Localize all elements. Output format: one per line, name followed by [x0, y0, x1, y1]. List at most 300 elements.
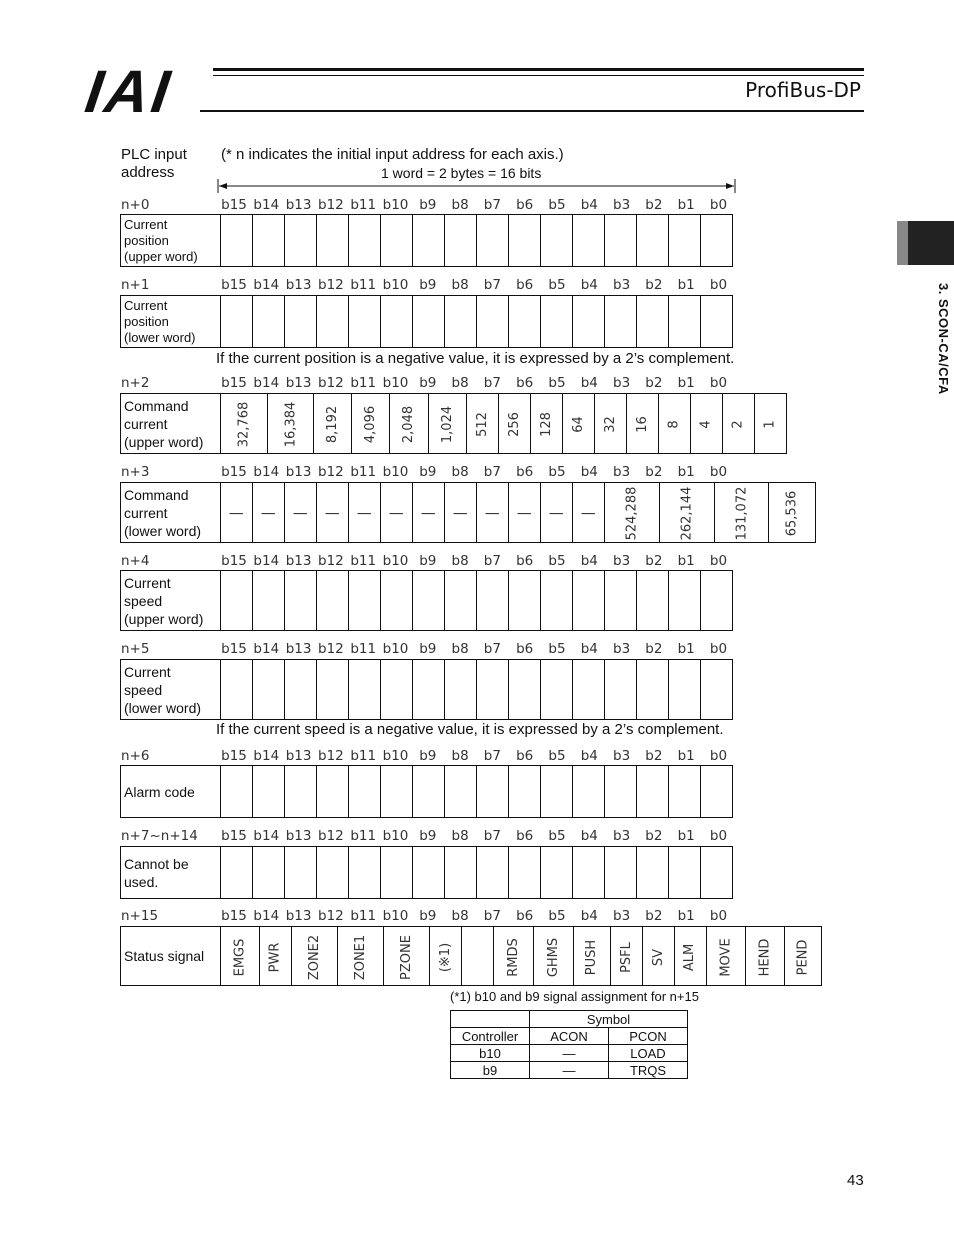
controller-label: Controller — [451, 1028, 530, 1045]
bit-label: b15 — [221, 641, 247, 657]
bit-cell — [267, 394, 314, 454]
bit-label: b3 — [613, 197, 631, 213]
bit-label: b5 — [548, 277, 566, 293]
bit-cell — [669, 571, 701, 631]
bit-label: b2 — [645, 197, 663, 213]
bit-label: b1 — [677, 197, 695, 213]
bit-label: b4 — [580, 908, 598, 924]
bit-cell — [509, 483, 541, 543]
bit-cell — [573, 571, 605, 631]
bit-value: | — [292, 511, 308, 516]
bit-value: 4 — [698, 420, 714, 429]
bit-value: | — [484, 511, 500, 516]
register-label-line: (upper word) — [124, 433, 204, 450]
bit-value: 2 — [730, 420, 746, 429]
bit-label: b7 — [483, 464, 501, 480]
bit-label: b9 — [419, 828, 437, 844]
bit-cell — [317, 660, 349, 720]
bit-cell — [594, 394, 626, 454]
bit-label: b4 — [580, 553, 598, 569]
register-label-line: speed — [124, 681, 163, 698]
bit-label: b8 — [451, 375, 469, 391]
bit-label: b11 — [350, 553, 377, 569]
bit-cell — [494, 927, 534, 986]
speed-negative-note: If the current speed is a negative value, it is expressed by a 2’s complement. — [216, 721, 724, 738]
bit-cell — [769, 483, 816, 543]
bit-label: b14 — [253, 641, 280, 657]
bit-label: b5 — [548, 641, 566, 657]
bit-label: b7 — [483, 375, 501, 391]
bit-cell — [541, 215, 573, 267]
bit-label: b5 — [548, 375, 566, 391]
bit-label: b12 — [318, 375, 344, 391]
bit-cell — [317, 483, 349, 543]
bit-value: MOVE — [718, 937, 734, 977]
bit-label: b0 — [709, 197, 728, 213]
bit-cell — [413, 296, 445, 348]
bit-value: SV — [650, 948, 666, 966]
bit-cell — [285, 847, 317, 899]
bit-label: b7 — [483, 553, 501, 569]
bit-label: b9 — [419, 553, 437, 569]
bit-value: 1,024 — [439, 405, 455, 444]
bit-label: b1 — [677, 908, 695, 924]
bit-value: | — [228, 511, 244, 516]
symbol-value: TRQS — [609, 1062, 688, 1079]
bit-label: b15 — [221, 908, 247, 924]
register-label — [121, 483, 221, 543]
bit-value: 65,536 — [784, 490, 800, 537]
bit-cell — [221, 394, 268, 454]
bit-label: b3 — [613, 375, 631, 391]
bit-label: b5 — [548, 748, 566, 764]
bit-label: b12 — [318, 197, 344, 213]
bit-label: b2 — [645, 553, 663, 569]
bit-label: b4 — [580, 748, 598, 764]
bit-label: b0 — [709, 375, 728, 391]
bit-cell — [674, 927, 706, 986]
bit-label: b6 — [516, 375, 534, 391]
bit-cell — [477, 215, 509, 267]
register-row — [120, 214, 733, 267]
bit-label: b14 — [253, 908, 280, 924]
register-address: n+2 — [121, 375, 150, 391]
bit-label: b15 — [221, 197, 247, 213]
bit-label: b6 — [516, 553, 534, 569]
bit-value: 16 — [634, 416, 650, 433]
bit-cell — [285, 571, 317, 631]
symbol-table-header: Symbol — [530, 1011, 688, 1028]
bit-header-row — [217, 553, 737, 569]
bit-label: b10 — [382, 464, 409, 480]
register-address: n+7~n+14 — [121, 828, 198, 844]
bit-cell — [413, 483, 445, 543]
bit-label: b6 — [516, 641, 534, 657]
bit-label: b13 — [285, 375, 312, 391]
bit-cell — [573, 766, 605, 818]
register-label-line: Current — [124, 216, 168, 232]
bit-cell — [413, 571, 445, 631]
register-label-line: used. — [124, 873, 159, 890]
n-note: (* n indicates the initial input address for each axis.) — [221, 146, 564, 163]
bit-label: b2 — [645, 464, 663, 480]
bit-header-row — [217, 641, 737, 657]
bit-label: b13 — [285, 553, 312, 569]
bit-cell — [498, 394, 530, 454]
symbol-row-b9 — [451, 1062, 688, 1079]
bit-label: b3 — [613, 464, 631, 480]
register-label-line: Current — [124, 663, 171, 680]
bit-value: (※1) — [438, 942, 454, 972]
bit-label: b10 — [451, 1045, 530, 1062]
bit-cell — [541, 847, 573, 899]
register-label-line: Current — [124, 297, 168, 313]
bit-cell — [253, 571, 285, 631]
register-row — [120, 846, 733, 899]
bit-label: b13 — [285, 197, 312, 213]
bit-cell — [509, 571, 541, 631]
bit-label: b13 — [285, 828, 312, 844]
bit-cell — [466, 394, 498, 454]
bit-cell — [541, 660, 573, 720]
bit-cell — [445, 296, 477, 348]
bit-cell — [445, 215, 477, 267]
product-title: ProfiBus-DP — [745, 78, 861, 102]
bit-label: b7 — [483, 277, 501, 293]
bit-cell — [381, 571, 413, 631]
bit-label: b3 — [613, 277, 631, 293]
bit-cell — [428, 394, 466, 454]
bit-label: b11 — [350, 828, 377, 844]
bit-label: b15 — [221, 375, 247, 391]
register-label-line: (lower word) — [124, 699, 202, 716]
bit-label: b3 — [613, 553, 631, 569]
bit-label: b2 — [645, 748, 663, 764]
bit-cell — [605, 215, 637, 267]
bit-cell — [669, 847, 701, 899]
bit-label: b14 — [253, 828, 280, 844]
footnote-title: (*1) b10 and b9 signal assignment for n+15 — [450, 989, 699, 1004]
bit-cell — [477, 660, 509, 720]
bit-cell — [722, 394, 754, 454]
register-label-line: (upper word) — [124, 610, 204, 627]
bit-cell — [605, 847, 637, 899]
bit-cell — [573, 483, 605, 543]
bit-label: b6 — [516, 197, 534, 213]
register-address: n+5 — [121, 641, 150, 657]
bit-value: 16,384 — [282, 401, 298, 448]
bit-header-row — [217, 908, 737, 924]
bit-cell — [317, 847, 349, 899]
bit-cell — [381, 847, 413, 899]
register-label-line: (upper word) — [124, 248, 198, 264]
bit-cell — [669, 215, 701, 267]
bit-label: b10 — [382, 748, 409, 764]
bit-cell — [509, 847, 541, 899]
bit-cell — [349, 766, 381, 818]
bit-label: b15 — [221, 553, 247, 569]
register-label-line: position — [124, 313, 169, 329]
bit-label: b8 — [451, 908, 469, 924]
bit-value: | — [452, 511, 468, 516]
bit-label: b11 — [350, 748, 377, 764]
bit-label: b13 — [285, 464, 312, 480]
bit-label: b4 — [580, 464, 598, 480]
bit-value: 131,072 — [733, 486, 749, 541]
bit-cell — [605, 660, 637, 720]
bit-label: b9 — [451, 1062, 530, 1079]
bit-cell — [221, 766, 253, 818]
bit-header-row — [217, 464, 737, 480]
bit-label: b6 — [516, 464, 534, 480]
register-label — [121, 571, 221, 631]
bit-cell — [573, 660, 605, 720]
symbol-value: — — [530, 1062, 609, 1079]
bit-value: 4,096 — [363, 405, 379, 444]
bit-value: 8,192 — [325, 405, 341, 444]
bit-cell — [349, 483, 381, 543]
word-note: 1 word = 2 bytes = 16 bits — [381, 165, 542, 181]
register-row — [120, 482, 816, 543]
register-label — [121, 394, 221, 454]
bit-cell — [352, 394, 390, 454]
register-row — [120, 570, 733, 631]
bit-cell — [349, 215, 381, 267]
bit-value: | — [356, 511, 372, 516]
bit-cell — [413, 847, 445, 899]
bit-label: b2 — [645, 641, 663, 657]
bit-value: 2,048 — [401, 405, 417, 444]
bit-label: b1 — [677, 748, 695, 764]
bit-cell — [658, 394, 690, 454]
bit-cell — [221, 847, 253, 899]
bit-cell — [259, 927, 291, 986]
bit-cell — [701, 847, 733, 899]
bit-label: b3 — [613, 828, 631, 844]
bit-label: b12 — [318, 908, 344, 924]
register-address: n+4 — [121, 553, 150, 569]
bit-cell — [285, 296, 317, 348]
bit-label: b12 — [318, 464, 344, 480]
bit-label: b0 — [709, 908, 728, 924]
register-address: n+15 — [121, 908, 159, 924]
bit-cell — [605, 296, 637, 348]
bit-cell — [642, 927, 674, 986]
bit-cell — [509, 296, 541, 348]
bit-cell — [701, 571, 733, 631]
register-address: n+6 — [121, 748, 150, 764]
bit-cell — [221, 571, 253, 631]
bit-label: b9 — [419, 197, 437, 213]
bit-value: PSFL — [618, 941, 634, 973]
bit-value: ZONE1 — [353, 934, 369, 980]
bit-cell — [541, 483, 573, 543]
bit-label: b1 — [677, 375, 695, 391]
bit-label: b1 — [677, 277, 695, 293]
bit-cell — [390, 394, 428, 454]
bit-cell — [605, 483, 660, 543]
bit-cell — [509, 766, 541, 818]
bit-label: b10 — [382, 641, 409, 657]
bit-cell — [462, 927, 494, 986]
register-address: n+0 — [121, 197, 150, 213]
bit-value: 1 — [762, 420, 778, 429]
register-label-line: Command — [124, 397, 189, 414]
bit-cell — [637, 660, 669, 720]
bit-label: b4 — [580, 277, 598, 293]
bit-label: b15 — [221, 464, 247, 480]
bit-value: EMGS — [232, 938, 248, 976]
bit-value: PUSH — [584, 939, 600, 975]
register-label — [121, 215, 221, 267]
register-label-line: Status signal — [124, 948, 205, 964]
bit-cell — [349, 660, 381, 720]
bit-cell — [285, 215, 317, 267]
bit-cell — [701, 215, 733, 267]
bit-label: b9 — [419, 464, 437, 480]
bit-cell — [637, 766, 669, 818]
register-label-line: Command — [124, 486, 189, 503]
bit-header-row — [217, 748, 737, 764]
bit-cell — [574, 927, 610, 986]
register-label-line: position — [124, 232, 169, 248]
bit-cell — [533, 927, 573, 986]
bit-cell — [413, 660, 445, 720]
bit-label: b10 — [382, 553, 409, 569]
bit-label: b1 — [677, 828, 695, 844]
register-label-line: Current — [124, 574, 171, 591]
bit-cell — [754, 394, 786, 454]
bit-cell — [637, 847, 669, 899]
bit-label: b0 — [709, 828, 728, 844]
bit-cell — [413, 766, 445, 818]
bit-cell — [253, 766, 285, 818]
bit-cell — [541, 296, 573, 348]
bit-label: b0 — [709, 748, 728, 764]
bit-cell — [745, 927, 784, 986]
bit-label: b15 — [221, 277, 247, 293]
bit-label: b9 — [419, 641, 437, 657]
bit-cell — [381, 483, 413, 543]
bit-label: b2 — [645, 375, 663, 391]
bit-cell — [701, 296, 733, 348]
bit-header-row — [217, 375, 737, 391]
bit-cell — [317, 215, 349, 267]
register-label — [121, 927, 221, 986]
bit-label: b0 — [709, 641, 728, 657]
bit-cell — [285, 483, 317, 543]
bit-label: b14 — [253, 375, 280, 391]
bit-label: b7 — [483, 641, 501, 657]
bit-cell — [477, 571, 509, 631]
bit-label: b5 — [548, 908, 566, 924]
bit-value: 128 — [538, 412, 554, 437]
bit-label: b13 — [285, 748, 312, 764]
bit-label: b2 — [645, 828, 663, 844]
bit-value: | — [580, 511, 596, 516]
bit-cell — [530, 394, 562, 454]
bit-value: | — [324, 511, 340, 516]
bit-label: b9 — [419, 375, 437, 391]
bit-cell — [349, 847, 381, 899]
bit-label: b10 — [382, 908, 409, 924]
register-row — [120, 295, 733, 348]
bit-label: b14 — [253, 197, 280, 213]
bit-cell — [381, 766, 413, 818]
plc-input-label: PLC input address — [121, 146, 187, 181]
bit-cell — [317, 766, 349, 818]
bit-value: 512 — [474, 412, 490, 437]
bit-value: 262,144 — [679, 486, 695, 541]
bit-label: b4 — [580, 828, 598, 844]
bit-label: b12 — [318, 748, 344, 764]
bit-label: b9 — [419, 748, 437, 764]
register-label — [121, 660, 221, 720]
bit-value: | — [516, 511, 532, 516]
bit-cell — [221, 660, 253, 720]
bit-label: b8 — [451, 277, 469, 293]
bit-cell — [338, 927, 384, 986]
bit-label: b3 — [613, 908, 631, 924]
bit-label: b1 — [677, 464, 695, 480]
iai-logo: IAI — [81, 58, 177, 125]
bit-value: RMDS — [506, 937, 522, 977]
bit-label: b1 — [677, 641, 695, 657]
bit-cell — [384, 927, 430, 986]
bit-value: ALM — [682, 943, 698, 971]
bit-cell — [701, 766, 733, 818]
register-address: n+3 — [121, 464, 150, 480]
bit-label: b4 — [580, 641, 598, 657]
bit-cell — [637, 215, 669, 267]
bit-cell — [541, 571, 573, 631]
bit-cell — [669, 296, 701, 348]
bit-cell — [413, 215, 445, 267]
bit-label: b11 — [350, 464, 377, 480]
bit-cell — [477, 766, 509, 818]
bit-cell — [317, 296, 349, 348]
bit-value: 256 — [506, 412, 522, 437]
bit-label: b7 — [483, 828, 501, 844]
bit-cell — [573, 296, 605, 348]
bit-label: b10 — [382, 277, 409, 293]
bit-cell — [659, 483, 714, 543]
register-label-line: Alarm code — [124, 783, 195, 800]
bit-cell — [221, 296, 253, 348]
register-label-line: Cannot be — [124, 855, 189, 872]
bit-cell — [349, 296, 381, 348]
header-rule-thick — [213, 68, 864, 71]
bit-cell — [669, 766, 701, 818]
symbol-value: LOAD — [609, 1045, 688, 1062]
register-address: n+1 — [121, 277, 150, 293]
bit-label: b6 — [516, 277, 534, 293]
bit-cell — [253, 847, 285, 899]
register-label-line: (lower word) — [124, 329, 196, 345]
bit-cell — [349, 571, 381, 631]
bit-label: b14 — [253, 464, 280, 480]
bit-cell — [253, 660, 285, 720]
bit-label: b6 — [516, 748, 534, 764]
bit-label: b11 — [350, 197, 377, 213]
bit-value: 8 — [666, 420, 682, 429]
bit-label: b8 — [451, 197, 469, 213]
register-label — [121, 766, 221, 818]
bit-label: b0 — [709, 553, 728, 569]
bit-value: PZONE — [399, 934, 415, 980]
bit-cell — [221, 215, 253, 267]
bit-cell — [314, 394, 352, 454]
